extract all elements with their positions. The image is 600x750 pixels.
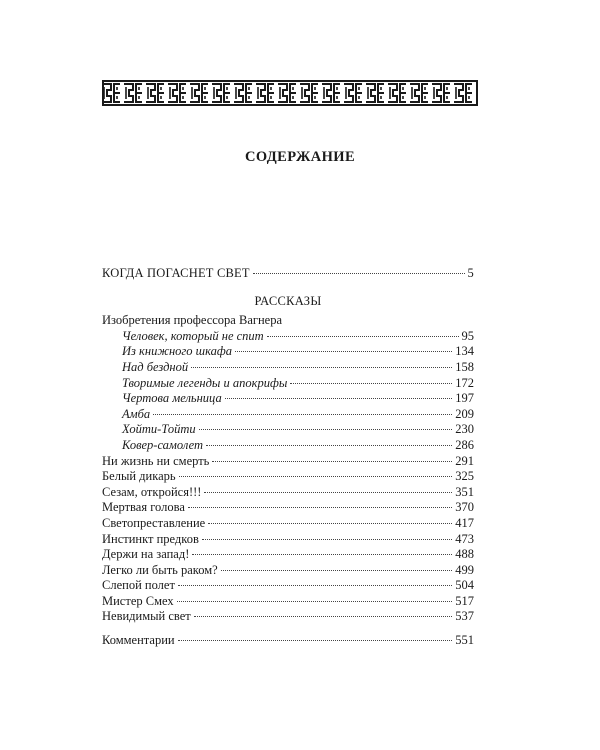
toc-entry-page: 134 — [455, 344, 474, 359]
toc-subentry[interactable] — [102, 407, 474, 423]
toc-entry-label: Комментарии — [102, 633, 175, 648]
toc-entry-label: Амба — [122, 406, 151, 421]
toc-entry[interactable] — [102, 485, 474, 501]
leader-dots — [267, 336, 459, 337]
leader-dots — [253, 273, 465, 274]
toc-entry[interactable] — [102, 532, 474, 548]
toc-subentry[interactable] — [102, 422, 474, 438]
leader-dots — [221, 570, 453, 571]
decorative-ornament-band — [102, 80, 478, 106]
toc-entry-page: 95 — [461, 328, 474, 343]
toc-group-title — [102, 313, 474, 329]
toc-entry-label: Мертвая голова — [102, 500, 185, 515]
toc-group — [102, 313, 474, 453]
toc-entry-page: 197 — [455, 391, 474, 406]
ornament-motif — [212, 84, 230, 102]
toc-subentry[interactable] — [102, 438, 474, 454]
leader-dots — [194, 616, 453, 617]
toc-entry-page: 417 — [455, 515, 474, 530]
toc-entry-label: Держи на запад! — [102, 547, 190, 562]
toc-entry[interactable] — [102, 563, 474, 579]
ornament-motif — [432, 84, 450, 102]
ornament-motif — [168, 84, 186, 102]
toc-entry-page: 488 — [455, 547, 474, 562]
toc-entry-label: Легко ли быть раком? — [102, 562, 218, 577]
toc-entry-label: Ни жизнь ни смерть — [102, 453, 210, 468]
leader-dots — [225, 398, 453, 399]
toc-entry-label: Белый дикарь — [102, 469, 176, 484]
toc-entry-label: Чертова мельница — [122, 391, 222, 406]
toc-subentry[interactable] — [102, 329, 474, 345]
ornament-motif — [256, 84, 274, 102]
toc-entry-page: 209 — [455, 406, 474, 421]
toc-subentry[interactable] — [102, 376, 474, 392]
toc-entry-label: КОГДА ПОГАСНЕТ СВЕТ — [102, 266, 250, 280]
leader-dots — [208, 523, 452, 524]
leader-dots — [177, 601, 453, 602]
leader-dots — [202, 539, 452, 540]
toc-entry-page: 325 — [455, 469, 474, 484]
toc-entry-label: Невидимый свет — [102, 609, 191, 624]
spacer — [102, 625, 474, 633]
leader-dots — [204, 492, 452, 493]
toc-entry-label: Над бездной — [122, 359, 189, 374]
toc-entry-page: 5 — [467, 266, 474, 280]
leader-dots — [199, 429, 453, 430]
ornament-motif — [454, 84, 472, 102]
toc-entry[interactable] — [102, 578, 474, 594]
toc-entry-page: 517 — [455, 593, 474, 608]
toc-subentry[interactable] — [102, 344, 474, 360]
ornament-motif — [344, 84, 362, 102]
toc-entry-comments[interactable] — [102, 633, 474, 649]
toc-entry[interactable] — [102, 500, 474, 516]
leader-dots — [188, 507, 452, 508]
toc-entry-label: Инстинкт предков — [102, 531, 199, 546]
ornament-motif — [146, 84, 164, 102]
ornament-motif — [190, 84, 208, 102]
toc-entry[interactable] — [102, 469, 474, 485]
ornament-motif — [124, 84, 142, 102]
toc-entry-label: Сезам, откройся!!! — [102, 484, 202, 499]
toc-entry[interactable] — [102, 547, 474, 563]
toc-entry-page: 504 — [455, 578, 474, 593]
table-of-contents — [102, 266, 474, 649]
toc-entry-label: Светопреставление — [102, 515, 206, 530]
leader-dots — [212, 461, 452, 462]
toc-entry-label: Слепой полет — [102, 578, 175, 593]
toc-entry-page: 286 — [455, 437, 474, 452]
leader-dots — [192, 554, 452, 555]
ornament-motif — [278, 84, 296, 102]
toc-entry-page: 230 — [455, 422, 474, 437]
toc-entry[interactable] — [102, 516, 474, 532]
ornament-motif — [322, 84, 340, 102]
section-heading: РАССКАЗЫ — [254, 293, 322, 308]
toc-entry-label: Ковер-самолет — [122, 437, 204, 452]
leader-dots — [206, 445, 452, 446]
toc-entry-label: Хойти-Тойти — [122, 422, 196, 437]
toc-subentry[interactable] — [102, 360, 474, 376]
leader-dots — [178, 640, 453, 641]
leader-dots — [235, 351, 452, 352]
toc-entry-page: 351 — [455, 484, 474, 499]
toc-entry-page: 499 — [455, 562, 474, 577]
ornament-motif — [366, 84, 384, 102]
ornament-motif — [410, 84, 428, 102]
toc-entry-page: 370 — [455, 500, 474, 515]
toc-entry-label: Творимые легенды и апокрифы — [122, 375, 288, 390]
toc-entry-page: 158 — [455, 359, 474, 374]
leader-dots — [178, 585, 452, 586]
toc-group-title-label: Изобретения профессора Вагнера — [102, 313, 283, 328]
ornament-pattern-icon — [104, 82, 476, 104]
toc-entry[interactable] — [102, 454, 474, 470]
toc-entry-page: 172 — [455, 375, 474, 390]
toc-entry[interactable] — [102, 609, 474, 625]
toc-entry-page: 473 — [455, 531, 474, 546]
toc-subentry[interactable] — [102, 391, 474, 407]
leader-dots — [191, 367, 452, 368]
toc-entry-page: 551 — [455, 633, 474, 648]
leader-dots — [290, 383, 452, 384]
toc-entry-label: Из книжного шкафа — [122, 344, 233, 359]
leader-dots — [179, 476, 453, 477]
toc-entry-page: 291 — [455, 453, 474, 468]
toc-entry-label: Человек, который не спит — [122, 328, 264, 343]
leader-dots — [153, 414, 452, 415]
ornament-motif — [104, 84, 120, 102]
toc-entry[interactable] — [102, 594, 474, 610]
ornament-motif — [234, 84, 252, 102]
page-title: СОДЕРЖАНИЕ — [244, 149, 356, 165]
toc-entry-label: Мистер Смех — [102, 593, 174, 608]
toc-entry-main[interactable] — [102, 266, 474, 282]
ornament-motif — [300, 84, 318, 102]
toc-entry-page: 537 — [455, 609, 474, 624]
ornament-motif — [388, 84, 406, 102]
